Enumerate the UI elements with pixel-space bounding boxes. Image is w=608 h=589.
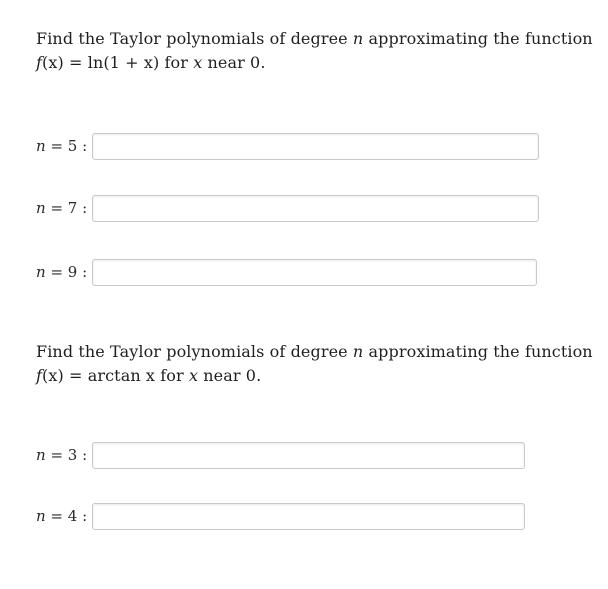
row-label-text: = 5 : bbox=[45, 137, 88, 155]
problem1-prompt-line1 bbox=[36, 27, 593, 51]
problem1-row-n9 bbox=[36, 257, 537, 287]
answer-input-n5[interactable] bbox=[92, 133, 539, 160]
problem2-row-n3 bbox=[36, 440, 525, 470]
problem1-func-eq: = ln(1 + x) bbox=[63, 53, 160, 72]
problem1-func-lhs: (x) bbox=[42, 53, 64, 72]
problem2-prompt bbox=[36, 340, 593, 388]
problem1-row-label bbox=[36, 137, 92, 155]
problem2-prompt-line1 bbox=[36, 340, 593, 364]
problem2-prompt-line2 bbox=[36, 364, 593, 388]
answer-input-n4[interactable] bbox=[92, 503, 525, 530]
row-n-var: n bbox=[36, 263, 46, 281]
problem2-for: for bbox=[155, 366, 189, 385]
problem1-func-f: f bbox=[36, 53, 43, 72]
answer-input-n7[interactable] bbox=[92, 195, 539, 222]
problem2-intro-end: approximating the function bbox=[363, 342, 593, 361]
problem1-prompt-line2 bbox=[36, 51, 593, 75]
answer-input-n3[interactable] bbox=[92, 442, 525, 469]
problem2-var-n: n bbox=[352, 342, 364, 361]
row-n-var: n bbox=[36, 199, 46, 217]
problem1-row-n7 bbox=[36, 193, 539, 223]
problem1-row-label bbox=[36, 199, 92, 217]
row-n-var: n bbox=[36, 507, 46, 525]
answer-input-n9[interactable] bbox=[92, 259, 537, 286]
problem1-var-n: n bbox=[352, 29, 364, 48]
problem1-intro: Find the Taylor polynomials of degree bbox=[36, 29, 353, 48]
problem2-row-label bbox=[36, 507, 92, 525]
row-label-text: = 4 : bbox=[45, 507, 88, 525]
row-label-text: = 3 : bbox=[45, 446, 88, 464]
problem1-near: near 0. bbox=[202, 53, 266, 72]
problem2-func-lhs: (x) bbox=[42, 366, 64, 385]
problem1-prompt bbox=[36, 27, 593, 75]
problem2-func-eq: = arctan x bbox=[63, 366, 156, 385]
problem1-row-label bbox=[36, 263, 92, 281]
problem2-row-n4 bbox=[36, 501, 525, 531]
row-n-var: n bbox=[36, 137, 46, 155]
problem1-for: for bbox=[159, 53, 194, 72]
row-n-var: n bbox=[36, 446, 46, 464]
row-label-text: = 7 : bbox=[45, 199, 88, 217]
problem2-func-f: f bbox=[36, 366, 43, 385]
problem1-row-n5 bbox=[36, 131, 539, 161]
problem1-intro-end: approximating the function bbox=[363, 29, 593, 48]
problem2-var-x: x bbox=[188, 366, 199, 385]
problem2-intro: Find the Taylor polynomials of degree bbox=[36, 342, 353, 361]
problem2-row-label bbox=[36, 446, 92, 464]
row-label-text: = 9 : bbox=[45, 263, 88, 281]
problem2-near: near 0. bbox=[198, 366, 262, 385]
problem1-var-x: x bbox=[193, 53, 203, 72]
